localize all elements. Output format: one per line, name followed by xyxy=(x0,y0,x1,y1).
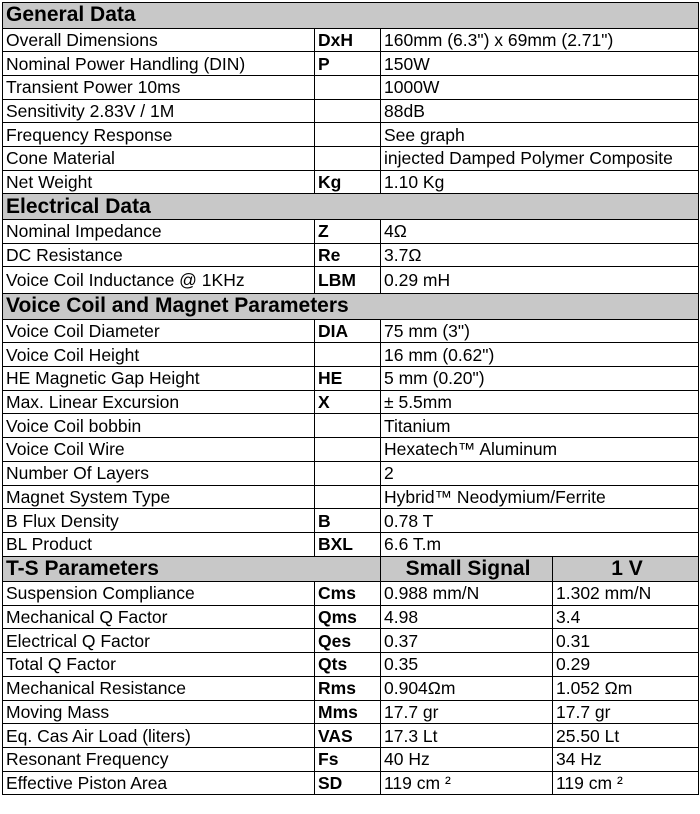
param-symbol: B xyxy=(315,509,381,533)
param-value: 75 mm (3") xyxy=(381,319,699,343)
param-symbol xyxy=(315,123,381,147)
param-small-signal: 4.98 xyxy=(381,605,553,629)
param-value: Titanium xyxy=(381,414,699,438)
param-symbol xyxy=(315,414,381,438)
table-row xyxy=(3,438,699,462)
column-header-1v: 1 V xyxy=(553,556,699,582)
param-label: Max. Linear Excursion xyxy=(3,390,315,414)
table-row xyxy=(3,509,699,533)
param-value: ± 5.5mm xyxy=(381,390,699,414)
param-label: Total Q Factor xyxy=(3,653,315,677)
param-symbol xyxy=(315,343,381,367)
table-row xyxy=(3,99,699,123)
param-symbol: Cms xyxy=(315,582,381,606)
table-row xyxy=(3,75,699,99)
param-small-signal: 0.37 xyxy=(381,629,553,653)
param-symbol xyxy=(315,485,381,509)
param-symbol: X xyxy=(315,390,381,414)
section-title: Voice Coil and Magnet Parameters xyxy=(3,294,699,320)
table-row xyxy=(3,146,699,170)
table-row xyxy=(3,747,699,771)
param-value: 6.6 T.m xyxy=(381,532,699,556)
param-label: Mechanical Q Factor xyxy=(3,605,315,629)
param-symbol: Fs xyxy=(315,747,381,771)
param-label: B Flux Density xyxy=(3,509,315,533)
param-small-signal: 17.7 gr xyxy=(381,700,553,724)
param-label: BL Product xyxy=(3,532,315,556)
param-small-signal: 40 Hz xyxy=(381,747,553,771)
param-small-signal: 119 cm ² xyxy=(381,771,553,795)
table-row xyxy=(3,724,699,748)
param-value: 0.29 mH xyxy=(381,267,699,294)
param-symbol: LBM xyxy=(315,267,381,294)
param-label: DC Resistance xyxy=(3,243,315,267)
param-symbol: Re xyxy=(315,243,381,267)
param-1v: 119 cm ² xyxy=(553,771,699,795)
table-row xyxy=(3,653,699,677)
param-label: Voice Coil Wire xyxy=(3,438,315,462)
param-symbol: Qts xyxy=(315,653,381,677)
table-row xyxy=(3,414,699,438)
param-symbol: Qes xyxy=(315,629,381,653)
param-value: 0.78 T xyxy=(381,509,699,533)
param-value: 1.10 Kg xyxy=(381,170,699,194)
param-symbol: Mms xyxy=(315,700,381,724)
param-1v: 17.7 gr xyxy=(553,700,699,724)
param-value: 2 xyxy=(381,461,699,485)
param-label: Voice Coil Inductance @ 1KHz xyxy=(3,267,315,294)
param-label: Effective Piston Area xyxy=(3,771,315,795)
table-row xyxy=(3,243,699,267)
section-title: Electrical Data xyxy=(3,194,699,220)
table-row xyxy=(3,52,699,76)
param-label: Mechanical Resistance xyxy=(3,676,315,700)
param-value: 88dB xyxy=(381,99,699,123)
table-row xyxy=(3,771,699,795)
param-symbol xyxy=(315,99,381,123)
param-value: Hybrid™ Neodymium/Ferrite xyxy=(381,485,699,509)
param-label: Nominal Power Handling (DIN) xyxy=(3,52,315,76)
param-label: Eq. Cas Air Load (liters) xyxy=(3,724,315,748)
table-row xyxy=(3,485,699,509)
section-title: General Data xyxy=(3,3,699,29)
param-symbol xyxy=(315,461,381,485)
param-symbol xyxy=(315,438,381,462)
param-symbol: Kg xyxy=(315,170,381,194)
table-row xyxy=(3,367,699,391)
param-label: Cone Material xyxy=(3,146,315,170)
param-label: Overall Dimensions xyxy=(3,28,315,52)
param-symbol: Qms xyxy=(315,605,381,629)
table-row xyxy=(3,700,699,724)
param-label: Number Of Layers xyxy=(3,461,315,485)
param-label: Moving Mass xyxy=(3,700,315,724)
param-small-signal: 17.3 Lt xyxy=(381,724,553,748)
table-row xyxy=(3,676,699,700)
param-value: 160mm (6.3") x 69mm (2.71") xyxy=(381,28,699,52)
param-1v: 34 Hz xyxy=(553,747,699,771)
param-1v: 25.50 Lt xyxy=(553,724,699,748)
param-label: Magnet System Type xyxy=(3,485,315,509)
param-value: 1000W xyxy=(381,75,699,99)
param-small-signal: 0.35 xyxy=(381,653,553,677)
param-label: Sensitivity 2.83V / 1M xyxy=(3,99,315,123)
param-symbol xyxy=(315,146,381,170)
param-value: injected Damped Polymer Composite xyxy=(381,146,699,170)
param-label: Voice Coil Diameter xyxy=(3,319,315,343)
param-value: 5 mm (0.20") xyxy=(381,367,699,391)
param-symbol: HE xyxy=(315,367,381,391)
param-symbol: Z xyxy=(315,219,381,243)
param-value: See graph xyxy=(381,123,699,147)
param-small-signal: 0.988 mm/N xyxy=(381,582,553,606)
param-1v: 1.052 Ωm xyxy=(553,676,699,700)
param-symbol: Rms xyxy=(315,676,381,700)
param-label: Frequency Response xyxy=(3,123,315,147)
table-row xyxy=(3,319,699,343)
table-row xyxy=(3,123,699,147)
section-title: T-S Parameters xyxy=(3,556,381,582)
table-row xyxy=(3,532,699,556)
table-row xyxy=(3,461,699,485)
table-row xyxy=(3,170,699,194)
param-label: HE Magnetic Gap Height xyxy=(3,367,315,391)
table-row xyxy=(3,390,699,414)
param-1v: 0.29 xyxy=(553,653,699,677)
param-1v: 1.302 mm/N xyxy=(553,582,699,606)
param-1v: 3.4 xyxy=(553,605,699,629)
column-header-small-signal: Small Signal xyxy=(381,556,553,582)
param-value: Hexatech™ Aluminum xyxy=(381,438,699,462)
section-header-electrical xyxy=(3,194,699,220)
table-row xyxy=(3,28,699,52)
param-value: 3.7Ω xyxy=(381,243,699,267)
param-small-signal: 0.904Ωm xyxy=(381,676,553,700)
param-symbol: DxH xyxy=(315,28,381,52)
section-header-general xyxy=(3,3,699,29)
param-label: Transient Power 10ms xyxy=(3,75,315,99)
table-row xyxy=(3,219,699,243)
param-1v: 0.31 xyxy=(553,629,699,653)
param-label: Voice Coil Height xyxy=(3,343,315,367)
param-symbol: DIA xyxy=(315,319,381,343)
section-header-voice-coil xyxy=(3,294,699,320)
param-symbol xyxy=(315,75,381,99)
param-symbol: P xyxy=(315,52,381,76)
param-label: Nominal Impedance xyxy=(3,219,315,243)
param-label: Suspension Compliance xyxy=(3,582,315,606)
table-row xyxy=(3,343,699,367)
spec-table xyxy=(2,2,699,795)
param-label: Electrical Q Factor xyxy=(3,629,315,653)
param-symbol: SD xyxy=(315,771,381,795)
table-row xyxy=(3,605,699,629)
param-symbol: BXL xyxy=(315,532,381,556)
param-value: 16 mm (0.62") xyxy=(381,343,699,367)
param-value: 150W xyxy=(381,52,699,76)
param-label: Resonant Frequency xyxy=(3,747,315,771)
table-row xyxy=(3,267,699,294)
table-row xyxy=(3,582,699,606)
param-symbol: VAS xyxy=(315,724,381,748)
param-label: Net Weight xyxy=(3,170,315,194)
param-label: Voice Coil bobbin xyxy=(3,414,315,438)
param-value: 4Ω xyxy=(381,219,699,243)
table-row xyxy=(3,629,699,653)
section-header-ts xyxy=(3,556,699,582)
